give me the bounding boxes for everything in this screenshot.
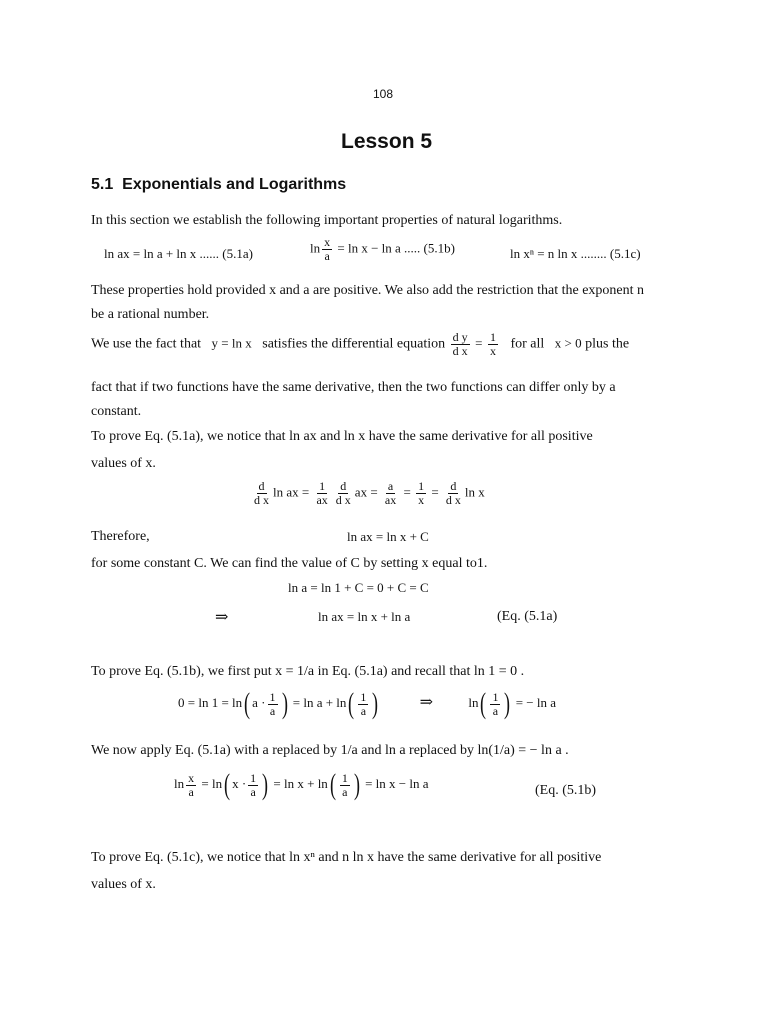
fraction-a-over-ax: $\frac{a}{ax}$ (384, 479, 397, 507)
fraction-1-over-a: $\frac{1}{a}$ (341, 770, 348, 799)
page-number: 108 (373, 87, 394, 101)
text-we-use: We use the fact that (91, 336, 202, 352)
implies-arrow: ⇒ (215, 609, 229, 626)
equals-sign: = (431, 484, 439, 500)
paragraph-differential-equation (91, 331, 629, 358)
derivative-chain (250, 480, 485, 507)
text-for-all: for all (510, 336, 545, 352)
condition-x-positive: x > 0 (554, 335, 582, 351)
fraction-1-over-x: $\frac{1}{x}$ (418, 479, 425, 507)
implies-arrow: ⇒ (419, 693, 434, 711)
fraction-x-over-a: $\frac{x}{a}$ (324, 235, 331, 263)
left-paren: ( (224, 768, 231, 801)
text-plus-the: plus the (585, 336, 630, 352)
fraction-d-dx-1: $\frac{d}{\text{d x}}$ (254, 479, 269, 507)
paragraph-prove-5-1a-line2: values of x. (91, 456, 156, 471)
term-ln-ax: ln ax = (273, 484, 310, 500)
equation-ln-x-over-a (174, 770, 428, 800)
fraction-x-over-a: $\frac{x}{a}$ (188, 770, 195, 799)
lesson-title: Lesson 5 (341, 130, 433, 153)
term-ln-x-minus-ln-a: = ln x − ln a (365, 775, 429, 791)
term-ln-x: ln x (464, 484, 485, 500)
paragraph-conditions-line2: be a rational number. (91, 307, 210, 322)
term-a-dot: a · (252, 694, 266, 710)
paragraph-prove-5-1b: To prove Eq. (5.1b), we first put x = 1/a in Eq. (5.1a) and recall that ln 1 = 0 . (91, 664, 525, 679)
equation-5-1a-result: ln ax = ln x + ln a (318, 609, 411, 624)
intro-paragraph: In this section we establish the following important properties of natural logarithms. (91, 213, 563, 228)
right-paren: ) (353, 768, 360, 801)
fraction-1-over-a: $\frac{1}{a}$ (269, 689, 276, 718)
equals-sign: = (403, 484, 411, 500)
text-satisfies: satisfies the differential equation (262, 336, 446, 352)
fraction-1-over-x: $\frac{1}{x}$ (489, 330, 496, 358)
property-5-1b-rhs: = ln x − ln a ..... (5.1b) (337, 240, 455, 256)
paragraph-constant-c: for some constant C. We can find the value of C by setting x equal to1. (91, 556, 488, 571)
paragraph-prove-5-1c-line2: values of x. (91, 877, 156, 892)
section-heading (91, 176, 346, 194)
term-minus-ln-a: = − ln a (515, 694, 556, 710)
equals-sign: = (475, 335, 483, 351)
equation-label-5-1b: (Eq. (5.1b) (535, 783, 597, 798)
term-ax: ax = (354, 484, 378, 500)
right-paren: ) (372, 687, 379, 720)
property-5-1b (310, 236, 455, 263)
equation-ln-a-equals-c: ln a = ln 1 + C = 0 + C = C (288, 580, 429, 595)
section-title: Exponentials and Logarithms (122, 176, 347, 193)
left-paren: ( (329, 768, 336, 801)
fraction-d-dx-2: $\frac{d}{\text{d x}}$ (335, 479, 351, 507)
fraction-1-over-a: $\frac{1}{a}$ (492, 689, 499, 718)
fraction-1-over-a: $\frac{1}{a}$ (360, 689, 367, 718)
paragraph-prove-5-1a-line1: To prove Eq. (5.1a), we notice that ln ax and ln x have the same derivative for all positive (91, 429, 593, 444)
term-x-dot: x · (232, 775, 247, 791)
ln-symbol: ln (468, 694, 479, 710)
left-paren: ( (244, 687, 251, 720)
term-zero-ln1: 0 = ln 1 = ln (178, 694, 243, 710)
fraction-d-dx-3: $\frac{d}{\text{d x}}$ (445, 479, 461, 507)
term-ln-a-plus-ln: = ln a + ln (292, 694, 347, 710)
left-paren: ( (348, 687, 355, 720)
paragraph-apply-5-1a: We now apply Eq. (5.1a) with a replaced by 1/a and ln a replaced by ln(1/a) = − ln a . (91, 743, 569, 758)
paragraph-prove-5-1c-line1: To prove Eq. (5.1c), we notice that ln xⁿ and n ln x have the same derivative for all positive (91, 850, 602, 865)
term-ln-x-plus-ln: = ln x + ln (273, 775, 328, 791)
paragraph-conditions-line1: These properties hold provided x and a are positive. We also add the restriction that the exponent n (91, 283, 645, 298)
equation-therefore: ln ax = ln x + C (347, 529, 429, 544)
equation-label-5-1a: (Eq. (5.1a) (497, 609, 558, 624)
fraction-1-over-a: $\frac{1}{a}$ (250, 770, 257, 799)
left-paren: ( (480, 687, 487, 720)
paragraph-same-derivative-line1: fact that if two functions have the same derivative, then the two functions can differ only by a (91, 380, 616, 395)
paragraph-same-derivative-line2: constant. (91, 404, 142, 419)
equation-ln-reciprocal (178, 689, 556, 719)
ln-symbol: ln (310, 240, 321, 256)
right-paren: ) (504, 687, 511, 720)
term-equals-ln: = ln (201, 775, 223, 791)
section-number: 5.1 (91, 176, 114, 193)
fraction-1-over-ax: $\frac{1}{ax}$ (316, 479, 328, 507)
right-paren: ) (281, 687, 288, 720)
property-5-1a: ln ax = ln a + ln x ...... (5.1a) (104, 246, 253, 261)
eq-y-ln-x: y = ln x (211, 335, 252, 351)
right-paren: ) (262, 768, 269, 801)
property-5-1c: ln xⁿ = n ln x ........ (5.1c) (510, 246, 641, 261)
fraction-dy-dx: $\frac{\text{d y}}{\text{d x}}$ (452, 330, 468, 358)
ln-symbol: ln (174, 775, 185, 791)
therefore-label: Therefore, (91, 529, 150, 544)
